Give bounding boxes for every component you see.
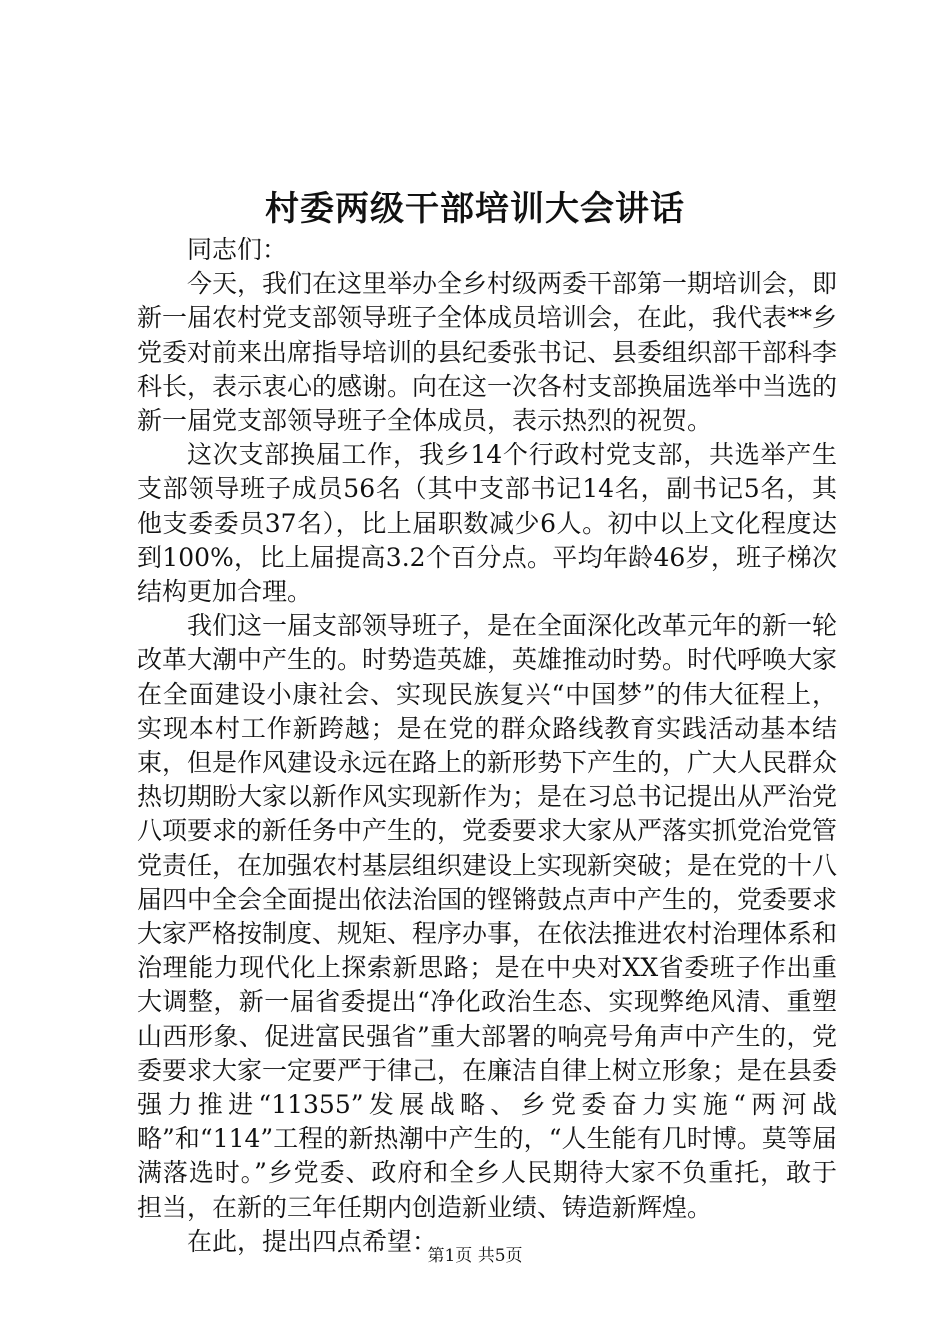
hopes-intro-paragraph: 在此，提出四点希望： xyxy=(187,1226,438,1256)
page-number-footer: 第1页 共5页 xyxy=(427,1246,523,1266)
statistics-paragraph: 这次支部换届工作，我乡14个行政村党支部，共选举产生支部领导班子成员56名（其中支部书记14名，副书记5名，其他支委委员37名），比上届职数减少6人。初中以上文化程度达到100%，比上届提高3.2个百分点。平均年龄46岁，班子梯次结构更加合理。 xyxy=(137,440,837,607)
document-body xyxy=(137,233,837,1259)
opening-paragraph: 今天，我们在这里举办全乡村级两委干部第一期培训会，即新一届农村党支部领导班子全体成员培训会，在此，我代表**乡党委对前来出席指导培训的县纪委张书记、县委组织部干部科李科长，表示衷心的感谢。向在这一次各村支部换届选举中当选的新一届党支部领导班子全体成员，表示热烈的祝贺。 xyxy=(137,269,838,436)
context-paragraph: 我们这一届支部领导班子，是在全面深化改革元年的新一轮改革大潮中产生的。时势造英雄，英雄推动时势。时代呼唤大家在全面建设小康社会、实现民族复兴“中国梦”的伟大征程上，实现本村工作新跨越；是在党的群众路线教育实践活动基本结束，但是作风建设永远在路上的新形势下产生的，广大人民群众热切期盼大家以新作风实现新作为；是在习总书记提出从严治党八项要求的新任务中产生的，党委要求大家从严落实抓党治党管党责任，在加强农村基层组织建设上实现新突破；是在党的十八届四中全会全面提出依法治国的铿锵鼓点声中产生的，党委要求大家严格按制度、规矩、程序办事，在依法推进农村治理体系和治理能力现代化上探索新思路；是在中央对XX省委班子作出重大调整，新一届省委提出“净化政治生态、实现弊绝风清、重塑山西形象、促进富民强省”重大部署的响亮号角声中产生的，党委要求大家一定要严于律己，在廉洁自律上树立形象；是在县委强力推进“11355”发展战略、乡党委奋力实施“两河战略”和“114”工程的新热潮中产生的，“人生能有几时博。莫等届满落选时。”乡党委、政府和全乡人民期待大家不负重托，敢于担当，在新的三年任期内创造新业绩、铸造新辉煌。 xyxy=(137,611,838,1222)
document-title: 村委两级干部培训大会讲话 xyxy=(265,189,685,229)
salutation-paragraph: 同志们： xyxy=(187,235,288,264)
